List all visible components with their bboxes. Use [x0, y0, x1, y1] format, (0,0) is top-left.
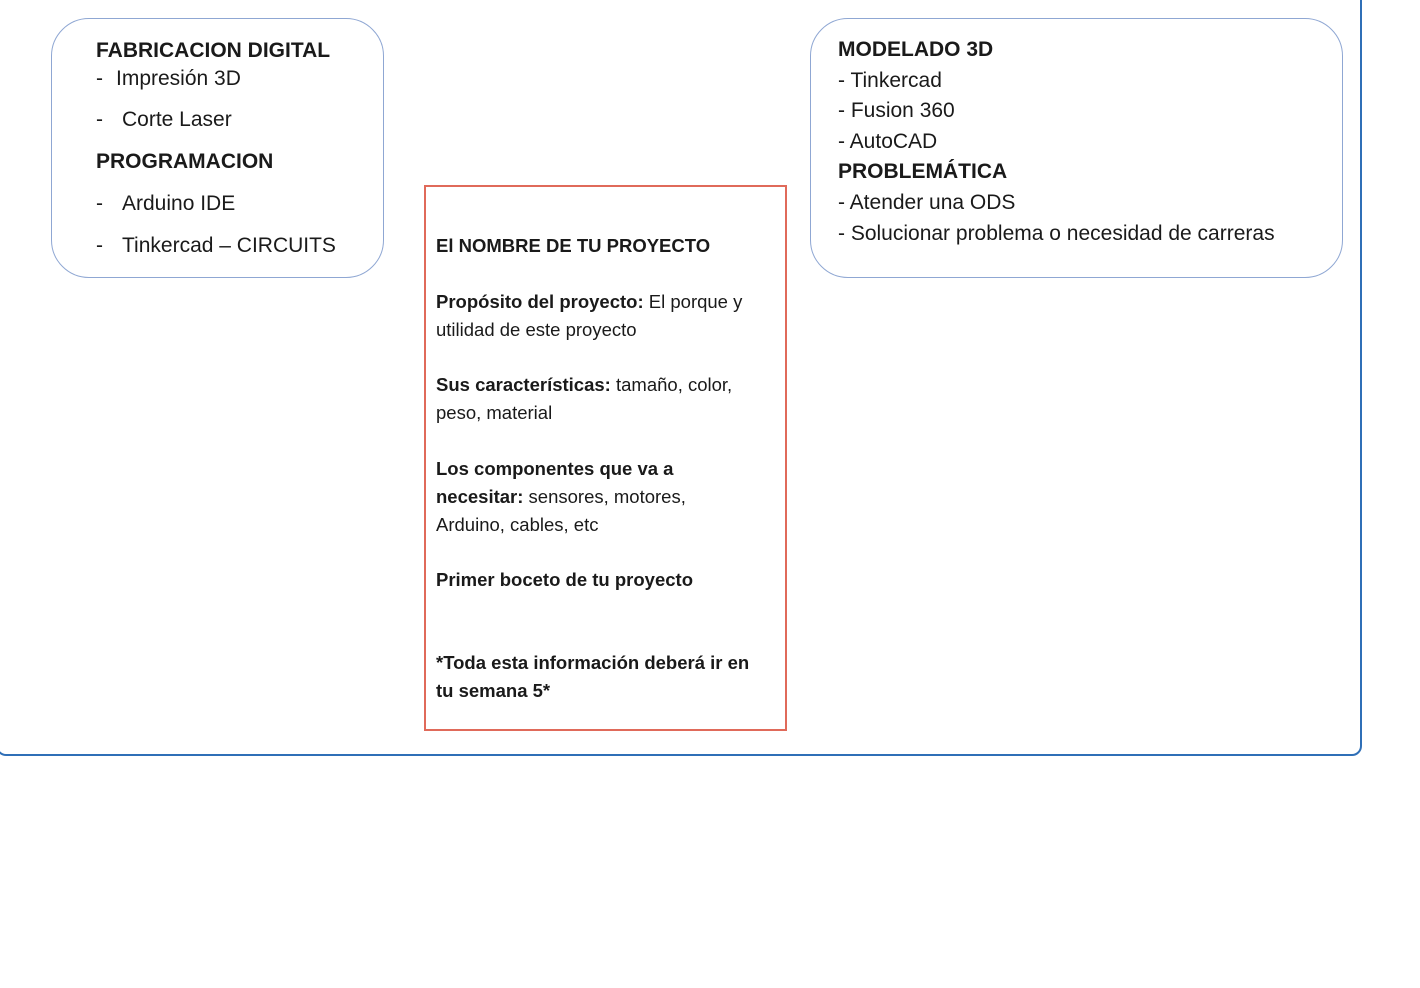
- list-item: - Atender una ODS: [838, 191, 1016, 214]
- list-item: [96, 66, 241, 92]
- modeling-heading: MODELADO 3D: [838, 38, 994, 61]
- project-note: *Toda esta información deberá ir en tu semana 5*: [436, 652, 750, 701]
- list-item: [96, 191, 235, 217]
- components-text: sensores, motores, Arduino, cables, etc: [436, 486, 686, 535]
- features-label: Sus características:: [436, 374, 611, 395]
- list-item-text: Impresión 3D: [116, 67, 241, 90]
- project-sketch: Primer boceto de tu proyecto: [436, 569, 693, 590]
- features-text: tamaño, color, peso, material: [436, 374, 733, 423]
- digital-fabrication-heading: FABRICACION DIGITAL: [96, 39, 331, 62]
- project-card: [424, 185, 787, 731]
- components-label: Los componentes que va a necesitar:: [436, 458, 674, 507]
- list-item: - Fusion 360: [838, 99, 955, 122]
- list-item: [96, 107, 232, 133]
- list-dash: -: [96, 67, 103, 90]
- list-dash: -: [96, 192, 103, 215]
- programming-heading: PROGRAMACION: [96, 150, 274, 173]
- list-item: - Tinkercad: [838, 69, 942, 92]
- project-title: El NOMBRE DE TU PROYECTO: [436, 235, 711, 256]
- project-features: [436, 371, 781, 427]
- purpose-label: Propósito del proyecto:: [436, 291, 644, 312]
- list-dash: -: [96, 234, 103, 257]
- list-dash: -: [96, 108, 103, 131]
- problem-heading: PROBLEMÁTICA: [838, 160, 1008, 183]
- list-item-text: Tinkercad – CIRCUITS: [122, 234, 336, 257]
- list-item: - AutoCAD: [838, 130, 938, 153]
- project-purpose: [436, 288, 781, 344]
- project-components: [436, 455, 736, 539]
- purpose-text: El porque y utilidad de este proyecto: [436, 291, 743, 340]
- list-item-text: Arduino IDE: [122, 192, 236, 215]
- list-item-text: Corte Laser: [122, 108, 232, 131]
- list-item: - Solucionar problema o necesidad de carreras: [838, 222, 1275, 245]
- list-item: [96, 233, 336, 259]
